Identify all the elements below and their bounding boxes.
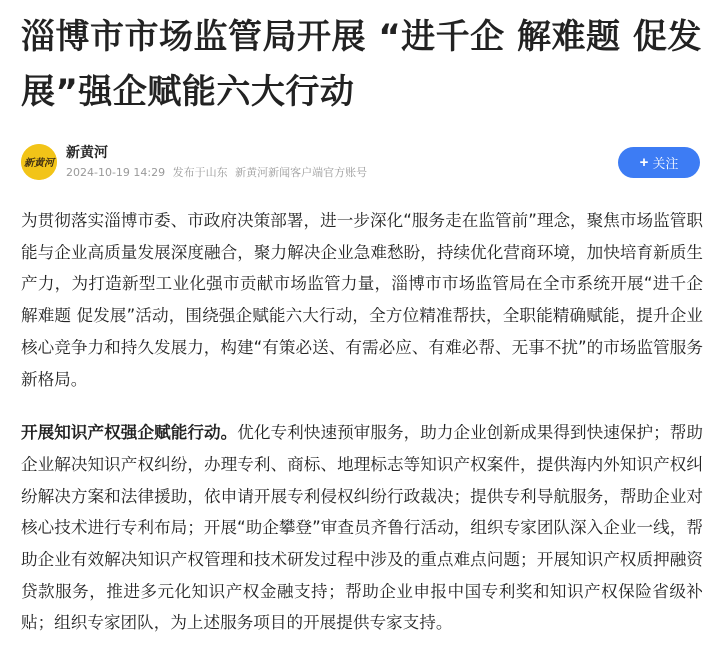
article-title: 淄博市市场监管局开展 “进千企 解难题 促发展”强企赋能六大行动	[21, 17, 702, 112]
author-row	[21, 144, 703, 184]
avatar-logo-text: 新黄河	[24, 158, 54, 169]
author-account-desc: 新黄河新闻客户端官方账号	[235, 166, 368, 179]
article-body	[21, 205, 703, 657]
post-meta	[66, 165, 371, 181]
avatar-logo-icon	[21, 144, 57, 180]
author-name[interactable]: 新黄河	[66, 145, 108, 161]
avatar[interactable]	[21, 144, 57, 180]
paragraph-heading: 开展知识产权强企赋能行动。	[21, 423, 238, 443]
follow-button-label: 关注	[652, 156, 679, 171]
article-paragraph	[21, 417, 703, 639]
paragraph-text: 为贯彻落实淄博市委、市政府决策部署，进一步深化“服务走在监管前”理念，聚焦市场监管职能与企业高质量发展深度融合，聚力解决企业急难愁盼，持续优化营商环境，加快培育新质生产力，为打造新型工业化强市贡献市场监管力量，淄博市市场监管局在全市系统开展“进千企 解难题 促发展”活动，围绕强企赋能六大行动，全方位精准帮扶，全职能精确赋能，提升企业核心竞争力和持久发展力，构建“有策必送、有需必应、有难必帮、无事不扰”的市场监管服务新格局。	[21, 211, 703, 389]
paragraph-text: 优化专利快速预审服务，助力企业创新成果得到快速保护；帮助企业解决知识产权纠纷，办理专利、商标、地理标志等知识产权案件，提供海内外知识产权纠纷解决方案和法律援助，依申请开展专利侵权纠纷行政裁决；提供专利导航服务，帮助企业对核心技术进行专利布局；开展“助企攀登”审查员齐鲁行活动，组织专家团队深入企业一线，帮助企业有效解决知识产权管理和技术研发过程中涉及的重点难点问题；开展知识产权质押融资贷款服务，推进多元化知识产权金融支持；帮助企业申报中国专利奖和知识产权保险省级补贴；组织专家团队，为上述服务项目的开展提供专家支持。	[21, 423, 704, 633]
article-paragraph	[21, 205, 703, 395]
post-location: 发布于山东	[172, 166, 228, 179]
post-date: 2024-10-19 14:29	[66, 166, 166, 179]
follow-button[interactable]	[618, 147, 700, 178]
plus-icon: +	[639, 154, 649, 171]
